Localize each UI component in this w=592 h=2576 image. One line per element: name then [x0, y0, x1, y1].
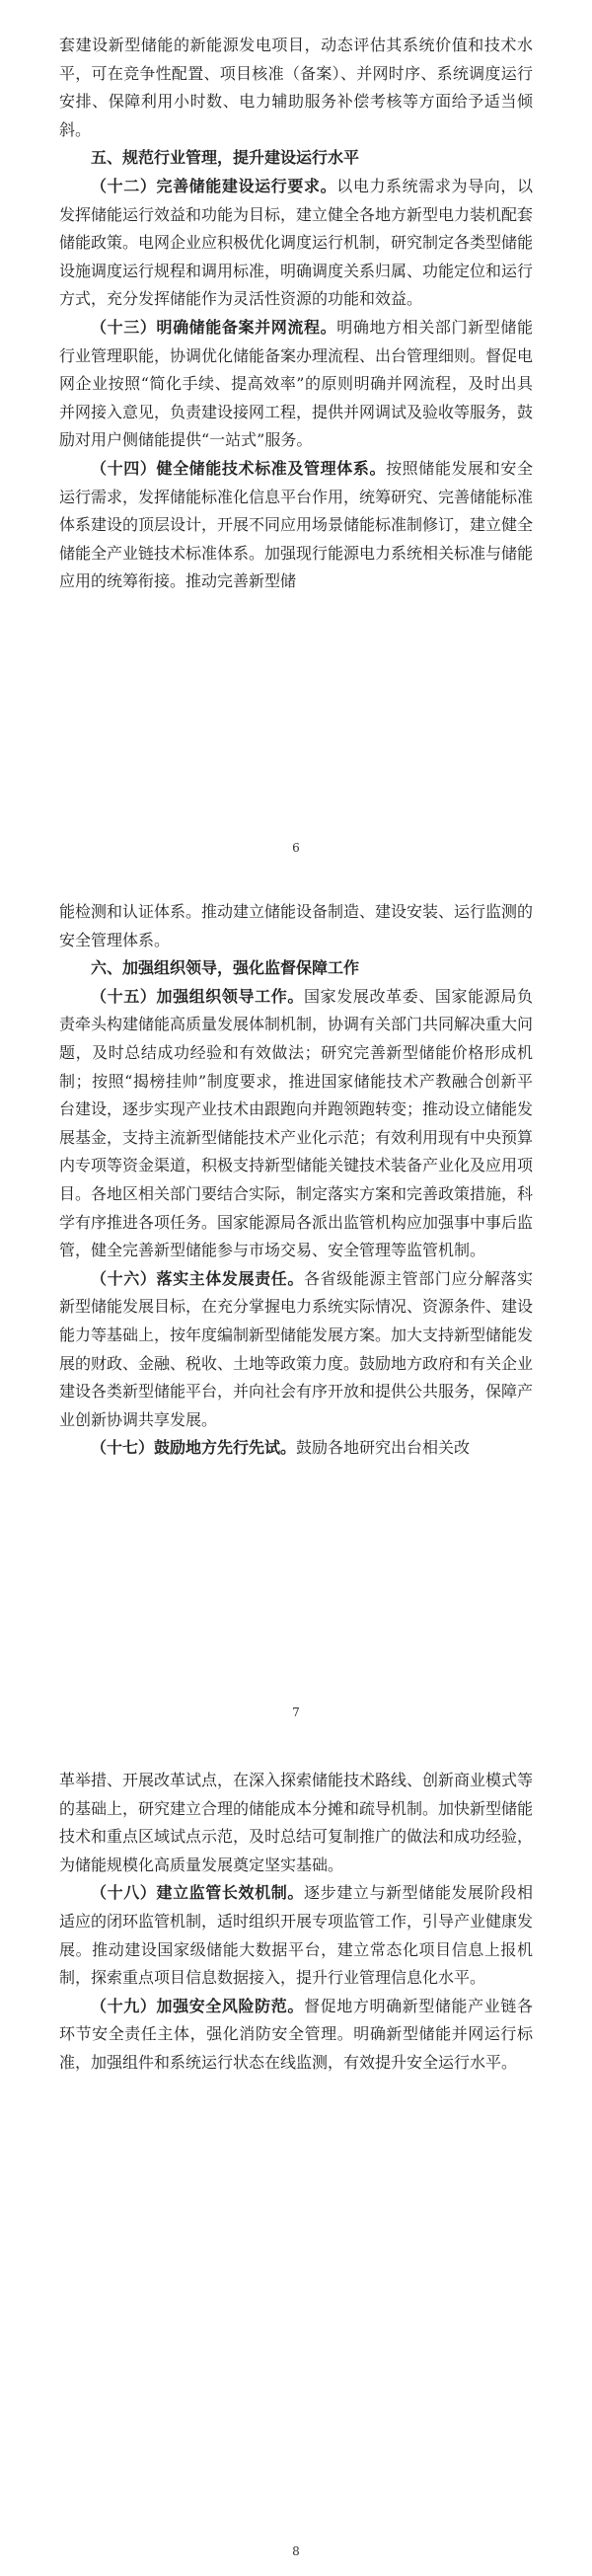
- subsection-title: （十九）加强安全风险防范。: [91, 1996, 304, 2015]
- paragraph: 能检测和认证体系。推动建立储能设备制造、建设安装、运行监测的安全管理体系。: [59, 902, 534, 949]
- paragraph-text: 逐步建立与新型储能发展阶段相适应的闭环监管机制，适时组织开展专项监管工作，引导产业健康发展。推动建设国家级储能大数据平台，建立常态化项目信息上报机制，探索重点项目信息数据接入，提升行业管理信息化水平。: [59, 1883, 534, 1988]
- page-number: 7: [292, 1705, 300, 1719]
- subsection-title: （十五）加强组织领导工作。: [91, 986, 304, 1006]
- subsection-title: （十四）健全储能技术标准及管理体系。: [91, 458, 387, 478]
- paragraph: [59, 455, 533, 596]
- paragraph: [59, 173, 533, 314]
- page-7: [0, 869, 592, 1737]
- page-number: 8: [292, 2544, 300, 2558]
- page-8: [0, 1737, 592, 2576]
- paragraph: [59, 1879, 533, 1992]
- paragraph: 革举措、开展改革试点，在深入探索储能技术路线、创新商业模式等的基础上，研究建立合理的储能成本分摊和疏导机制。加快新型储能技术和重点区域试点示范，及时总结可复制推广的做法和成功经验，为储能规模化高质量发展奠定坚实基础。: [59, 1771, 534, 1874]
- section-heading: 五、规范行业管理，提升建设运行水平: [91, 148, 360, 168]
- paragraph-text: 督促地方明确新型储能产业链各环节安全责任主体，强化消防安全管理。明确新型储能并网运行标准，加强组件和系统运行状态在线监测，有效提升安全运行水平。: [59, 1996, 533, 2072]
- page-8-body: [59, 1767, 533, 2078]
- paragraph-text: 按照储能发展和安全运行需求，发挥储能标准化信息平台作用，统筹研究、完善储能标准体系建设的顶层设计，开展不同应用场景储能标准制修订，建立健全储能全产业链技术标准体系。加强现行能源电力系统相关标准与储能应用的统筹衔接。推动完善新型储: [59, 458, 534, 591]
- paragraph-text: 国家发展改革委、国家能源局负责牵头构建储能高质量发展体制机制，协调有关部门共同解决重大问题，及时总结成功经验和有效做法；研究完善新型储能价格形成机制；按照“揭榜挂帅”制度要求，推进国家储能技术产教融合创新平台建设，逐步实现产业技术由跟跑向并跑领跑转变；推动设立储能发展基金，支持主流新型储能技术产业化示范；有效利用现有中央预算内专项等资金渠道，积极支持新型储能关键技术装备产业化及应用项目。各地区相关部门要结合实际，制定落实方案和完善政策措施，科学有序推进各项任务。国家能源局各派出监管机构应加强事中事后监管，健全完善新型储能参与市场交易、安全管理等监管机制。: [59, 986, 534, 1260]
- paragraph: [59, 1434, 533, 1463]
- page-number: 6: [292, 841, 300, 855]
- page-6-body: [59, 32, 533, 596]
- paragraph: [59, 983, 533, 1265]
- paragraph: [59, 1993, 533, 2078]
- paragraph-text: 以电力系统需求为导向，以发挥储能运行效益和功能为目标，建立健全各地方新型电力装机配套储能政策。电网企业应积极优化调度运行机制，研究制定各类型储能设施调度运行规程和调用标准，明确调度关系归属、功能定位和运行方式，充分发挥储能作为灵活性资源的功能和效益。: [59, 176, 534, 309]
- subsection-title: （十八）建立监管长效机制。: [91, 1883, 304, 1903]
- section-heading: 六、加强组织领导，强化监督保障工作: [91, 958, 360, 978]
- page-6: [0, 0, 592, 869]
- paragraph-text: 鼓励各地研究出台相关改: [296, 1438, 471, 1458]
- paragraph-text: 各省级能源主管部门应分解落实新型储能发展目标，在充分掌握电力系统实际情况、资源条件、建设能力等基础上，按年度编制新型储能发展方案。加大支持新型储能发展的财政、金融、税收、土地等政策力度。鼓励地方政府和有关企业建设各类新型储能平台，并向社会有序开放和提供公共服务，保障产业创新协调共享发展。: [59, 1268, 534, 1429]
- paragraph-text: 明确地方相关部门新型储能行业管理职能，协调优化储能备案办理流程、出台管理细则。督促电网企业按照“简化手续、提高效率”的原则明确并网流程，及时出具并网接入意见，负责建设接网工程，提供并网调试及验收等服务，鼓励对用户侧储能提供“一站式”服务。: [59, 317, 534, 450]
- subsection-title: （十二）完善储能建设运行要求。: [91, 176, 337, 195]
- subsection-title: （十三）明确储能备案并网流程。: [91, 317, 337, 337]
- paragraph: [59, 1265, 533, 1435]
- paragraph: 套建设新型储能的新能源发电项目，动态评估其系统价值和技术水平，可在竞争性配置、项目核准（备案）、并网时序、系统调度运行安排、保障利用小时数、电力辅助服务补偿考核等方面给予适当倾斜。: [59, 36, 533, 139]
- paragraph: [59, 314, 533, 455]
- page-7-body: [59, 898, 533, 1463]
- subsection-title: （十六）落实主体发展责任。: [91, 1268, 304, 1288]
- subsection-title: （十七）鼓励地方先行先试。: [91, 1438, 297, 1458]
